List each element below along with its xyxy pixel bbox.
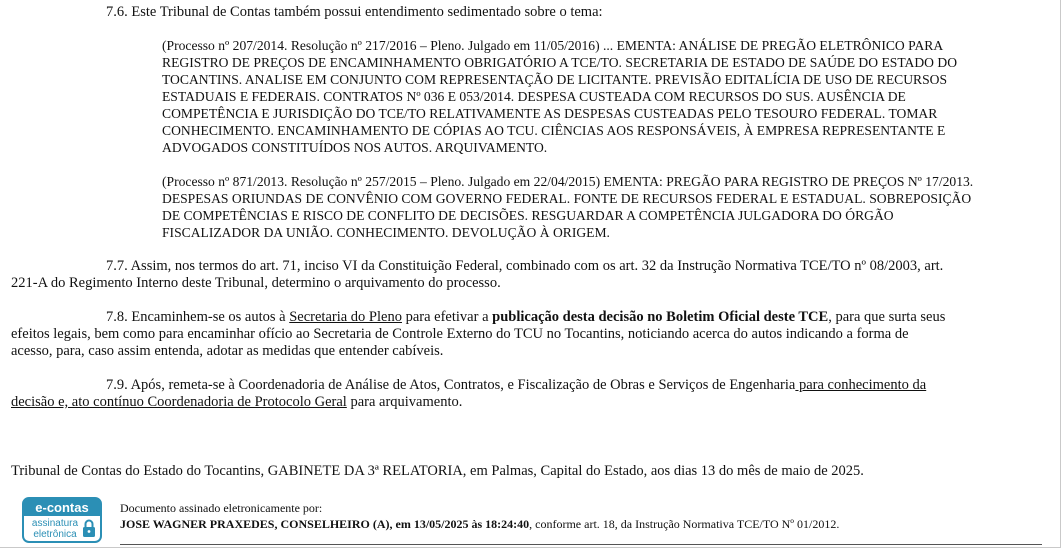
para-line: acesso, para, caso assim entenda, adotar as medidas que entender cabíveis. bbox=[11, 343, 444, 359]
underlined-text: decisão e, ato contínuo Coordenadoria de Protocolo Geral bbox=[11, 394, 347, 410]
stamp-sub-line: eletrônica bbox=[33, 529, 77, 540]
quote-line: DESPESAS ORIUNDAS DE CONVÊNIO COM GOVERNO FEDERAL. FONTE DE RECURSOS FEDERAL E ESTADUAL. SOBREPOSIÇÃO bbox=[162, 191, 972, 206]
para-line bbox=[106, 309, 1050, 326]
para-7-6-intro: 7.6. Este Tribunal de Contas também possui entendimento sedimentado sobre o tema: bbox=[106, 4, 603, 20]
quote-line: DE COMPETÊNCIAS E RISCO DE CONFLITO DE DECISÕES. RESGUARDAR A COMPETÊNCIA JULGADORA DO ÓRGÃO bbox=[162, 208, 894, 223]
para-line: 7.7. Assim, nos termos do art. 71, inciso VI da Constituição Federal, combinado com os art. 32 da Instrução Normativa TCE/TO nº 08/2003, art. bbox=[106, 258, 944, 274]
para-line: 221-A do Regimento Interno deste Tribunal, determino o arquivamento do processo. bbox=[11, 275, 501, 291]
stamp-subtitle bbox=[27, 518, 83, 540]
para-line bbox=[106, 377, 926, 394]
signature-divider bbox=[120, 544, 1042, 545]
underlined-text: para conhecimento da bbox=[795, 377, 927, 393]
quote-line: CONHECIMENTO. ENCAMINHAMENTO DE CÓPIAS AO TCU. CIÊNCIAS AOS RESPONSÁVEIS, À EMPRESA REPRESENTANTE E bbox=[162, 123, 946, 138]
stamp-sub-line: assinatura bbox=[31, 518, 79, 529]
signature-detail bbox=[120, 517, 839, 531]
quote-line: ADVOGADOS CONSTITUÍDOS NOS AUTOS. ARQUIVAMENTO. bbox=[162, 140, 548, 155]
signer-name: JOSE WAGNER PRAXEDES, CONSELHEIRO (A), em 13/05/2025 às 18:24:40 bbox=[120, 517, 530, 531]
signature-label: Documento assinado eletronicamente por: bbox=[120, 501, 323, 515]
para-line bbox=[11, 394, 462, 411]
closing-statement: Tribunal de Contas do Estado do Tocantins, GABINETE DA 3ª RELATORIA, em Palmas, Capital do Estado, aos dias 13 do mês de maio de 2025. bbox=[11, 463, 864, 479]
para-line: efeitos legais, bem como para encaminhar ofício ao Secretaria de Controle Externo do TCU no Tocantins, noticiando acerca do autos indicando a forma de bbox=[11, 326, 909, 342]
quote-line: FISCALIZADOR DA UNIÃO. CONHECIMENTO. DEVOLUÇÃO À ORIGEM. bbox=[162, 225, 610, 240]
e-contas-stamp bbox=[22, 497, 102, 543]
quote-line: COMPETÊNCIA E JURISDIÇÃO DO TCE/TO RELATIVAMENTE AS DESPESAS CUSTEADAS PELO TESOURO FEDERAL. TOMAR bbox=[162, 106, 938, 121]
text-span: para arquivamento. bbox=[346, 394, 463, 410]
quote-line: TOCANTINS. ANALISE EM CONJUNTO COM REPRESENTAÇÃO DE LICITANTE. PREVISÃO EDITALÍCIA DE USO DE RECURSOS bbox=[162, 72, 948, 87]
bold-publication-text: publicação desta decisão no Boletim Oficial deste TCE bbox=[492, 309, 829, 325]
quote-line: ESTADUAIS E FEDERAIS. CONTRATOS Nº 036 E 053/2014. DESPESA CUSTEADA COM RECURSOS DO SUS. AUSÊNCIA DE bbox=[162, 89, 906, 104]
text-span: 7.8. Encaminhem-se os autos à bbox=[106, 309, 290, 325]
secretaria-pleno-ref: Secretaria do Pleno bbox=[289, 309, 402, 325]
quote-line: (Processo nº 207/2014. Resolução nº 217/2016 – Pleno. Julgado em 11/05/2016) ... EMENTA: ANÁLISE DE PREGÃO ELETRÔNICO PARA bbox=[162, 38, 944, 53]
quote-line: REGISTRO DE PREÇOS DE ENCAMINHAMENTO OBRIGATÓRIO A TCE/TO. SECRETARIA DE ESTADO DE SAÚDE DO ESTADO DO bbox=[162, 55, 958, 70]
quote-line: (Processo nº 871/2013. Resolução nº 257/2015 – Pleno. Julgado em 22/04/2015) EMENTA: PREGÃO PARA REGISTRO DE PREÇOS Nº 17/2013. bbox=[162, 174, 974, 189]
text-span: , para que surta seus bbox=[828, 309, 946, 325]
lock-icon bbox=[82, 518, 96, 538]
stamp-title: e-contas bbox=[24, 499, 100, 516]
text-span: para efetivar a bbox=[401, 309, 493, 325]
text-span: 7.9. Após, remeta-se à Coordenadoria de Análise de Atos, Contratos, e Fiscalização de Obras e Serviços de Engenharia bbox=[106, 377, 796, 393]
signature-suffix: , conforme art. 18, da Instrução Normativa TCE/TO Nº 01/2012. bbox=[529, 517, 840, 531]
